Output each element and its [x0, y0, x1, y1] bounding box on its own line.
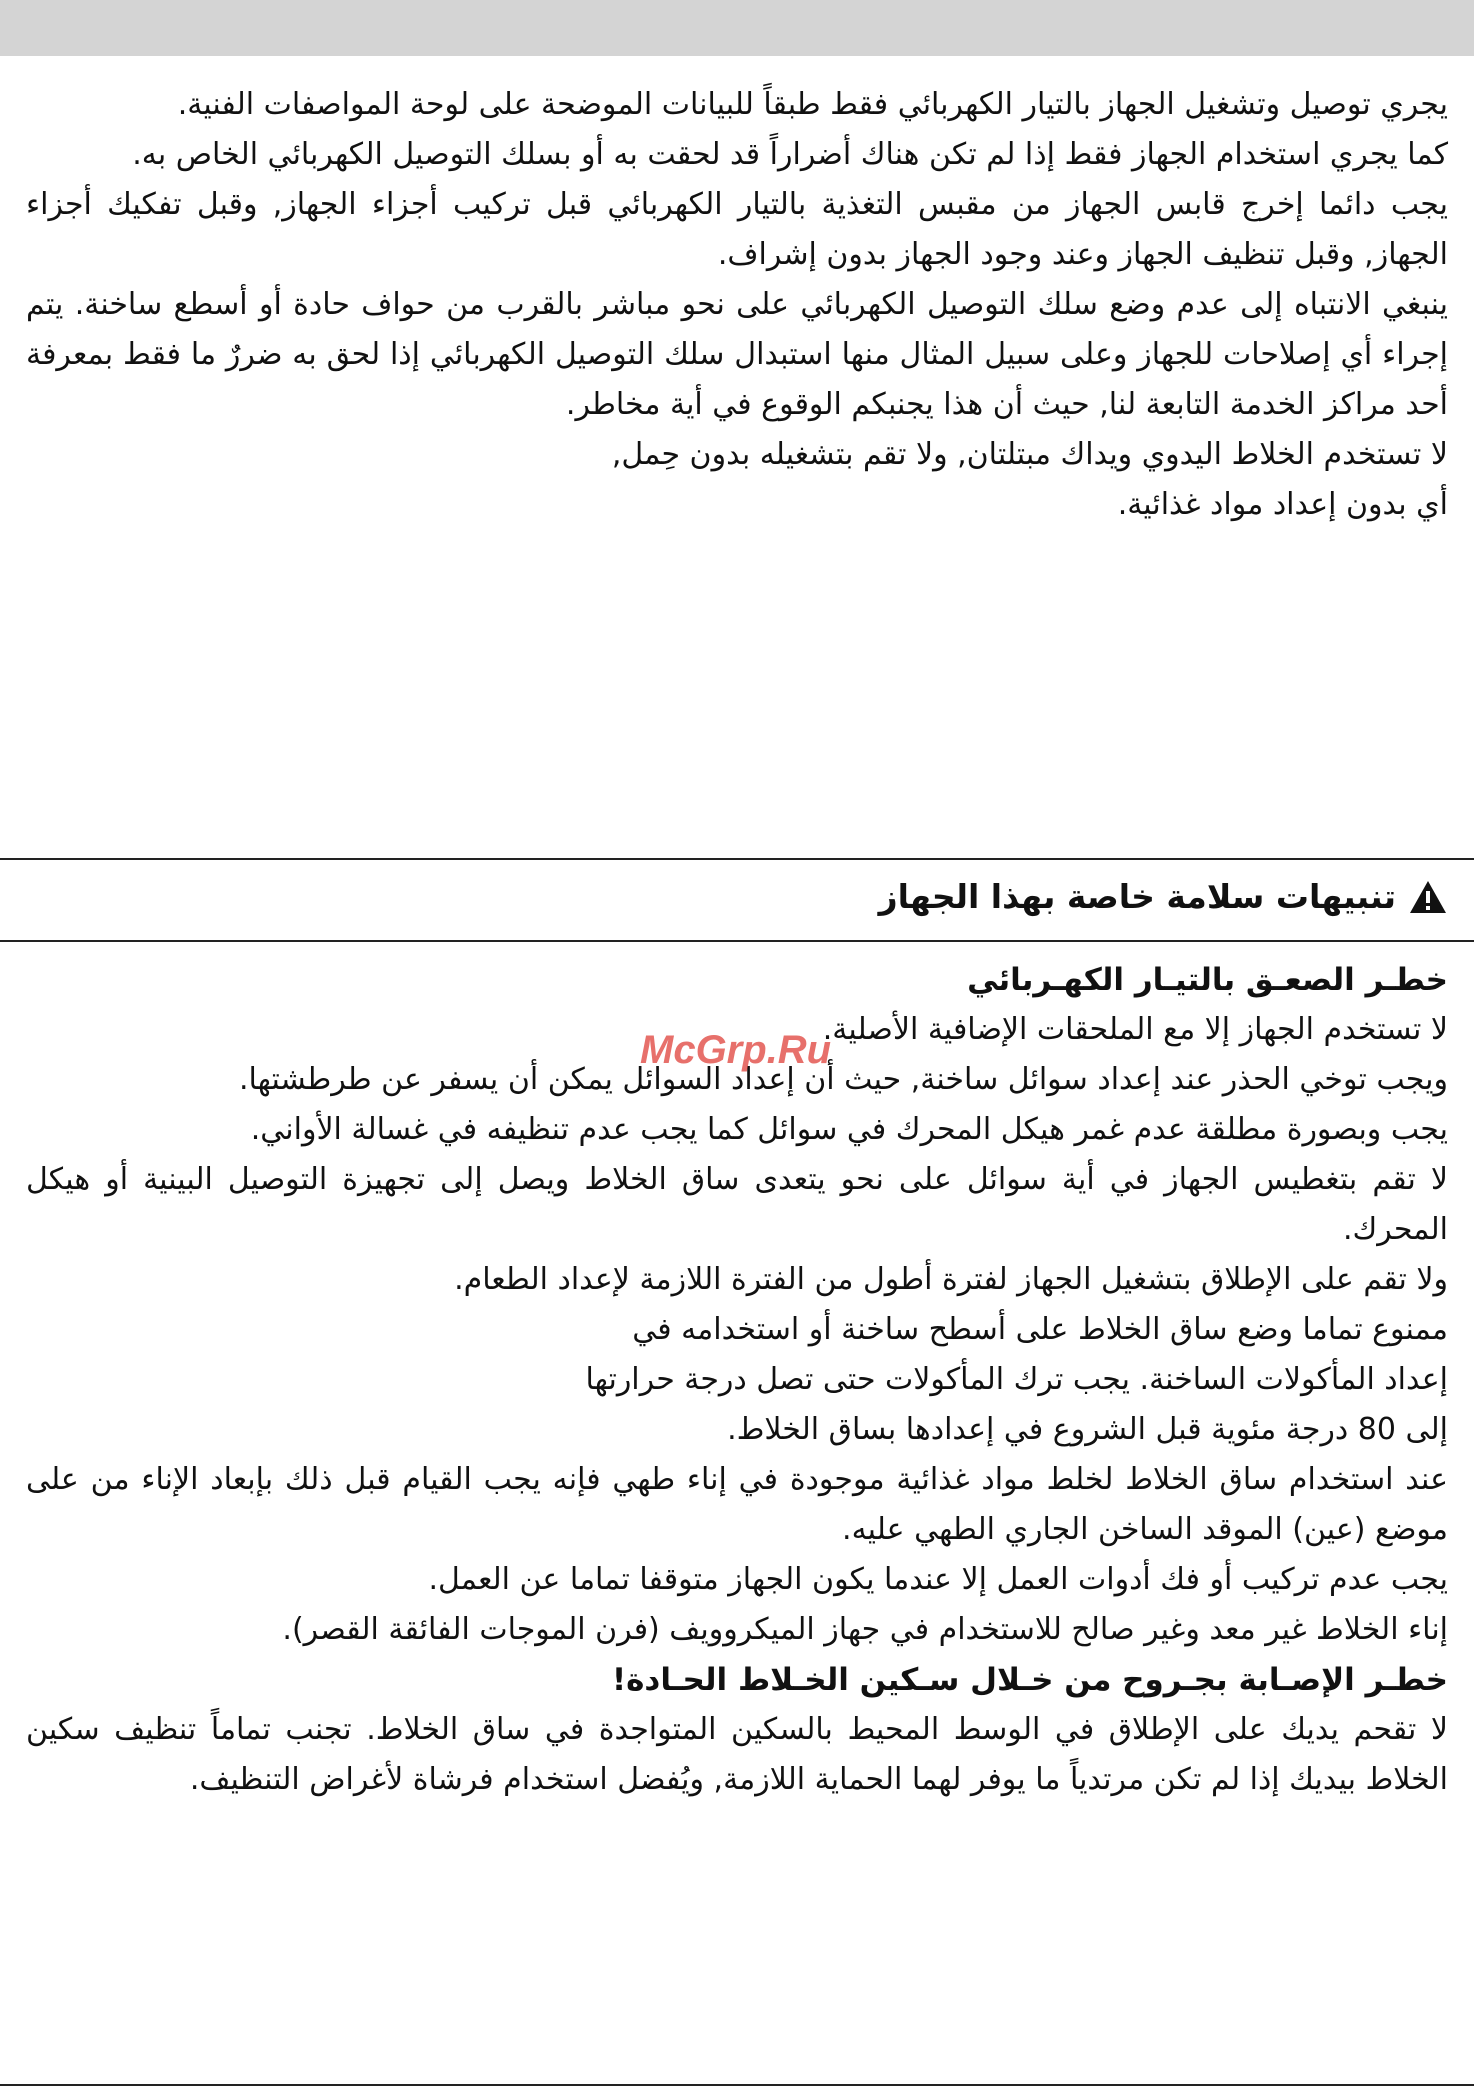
- body-paragraph: ويجب توخي الحذر عند إعداد سوائل ساخنة, حيث أن إعداد السوائل يمكن أن يسفر عن طرطشتها.: [239, 1062, 1448, 1097]
- body-paragraph: لا تقحم يديك على الإطلاق في الوسط المحيط بالسكين المتواجدة في ساق الخلاط. تجنب تماماً تنظيف سكين الخلاط بيديك إذا لم تكن مرتدياً ما يوفر لهما الحماية اللازمة, ويُفضل استخدام فرشاة لأغراض التنظيف.: [26, 1712, 1448, 1797]
- body-paragraph: إلى 80 درجة مئوية قبل الشروع في إعدادها بساق الخلاط.: [727, 1412, 1448, 1447]
- intro-paragraph: أي بدون إعداد مواد غذائية.: [1117, 487, 1448, 522]
- body-paragraph: إعداد المأكولات الساخنة. يجب ترك المأكولات حتى تصل درجة حرارتها: [585, 1362, 1448, 1397]
- body-paragraph: يجب وبصورة مطلقة عدم غمر هيكل المحرك في سوائل كما يجب عدم تنظيفه في غسالة الأواني.: [250, 1112, 1448, 1147]
- heading-knife-injury: خطـر الإصـابة بجـروح من خـلال سـكين الخـلاط الحـادة!: [611, 1662, 1448, 1698]
- intro-paragraph: كما يجري استخدام الجهاز فقط إذا لم تكن هناك أضراراً قد لحقت به أو بسلك التوصيل الكهربائي الخاص به.: [132, 137, 1448, 172]
- divider-top: [0, 858, 1474, 860]
- intro-paragraph: ينبغي الانتباه إلى عدم وضع سلك التوصيل الكهربائي على نحو مباشر بالقرب من حواف حادة أو أسطع ساخنة. يتم إجراء أي إصلاحات للجهاز وعلى سبيل المثال منها استبدال سلك التوصيل الكهربائي إذا لحق به ضررٌ ما فقط بمعرفة أحد مراكز الخدمة التابعة لنا, حيث أن هذا يجنبكم الوقوع في أية مخاطر.: [26, 287, 1448, 422]
- divider-middle: [0, 940, 1474, 942]
- body-paragraph: ولا تقم على الإطلاق بتشغيل الجهاز لفترة أطول من الفترة اللازمة لإعداد الطعام.: [454, 1262, 1448, 1297]
- section-header: [0, 872, 1448, 922]
- body-paragraph: لا تقم بتغطيس الجهاز في أية سوائل على نحو يتعدى ساق الخلاط ويصل إلى تجهيزة التوصيل البينية أو هيكل المحرك.: [26, 1162, 1448, 1247]
- warning-triangle-icon: [1408, 879, 1448, 915]
- section-title: تنبيهات سلامة خاصة بهذا الجهاز: [878, 877, 1396, 916]
- intro-paragraph: يجري توصيل وتشغيل الجهاز بالتيار الكهربائي فقط طبقاً للبيانات الموضحة على لوحة المواصفات الفنية.: [177, 87, 1448, 122]
- body-paragraph: إناء الخلاط غير معد وغير صالح للاستخدام في جهاز الميكروويف (فرن الموجات الفائقة القصر).: [282, 1612, 1448, 1647]
- body-paragraph: يجب عدم تركيب أو فك أدوات العمل إلا عندما يكون الجهاز متوقفا تماما عن العمل.: [428, 1562, 1448, 1597]
- intro-paragraph: يجب دائما إخرج قابس الجهاز من مقبس التغذية بالتيار الكهربائي قبل تركيب أجزاء الجهاز, وقبل تفكيك أجزاء الجهاز, وقبل تنظيف الجهاز وعند وجود الجهاز بدون إشراف.: [26, 187, 1448, 272]
- watermark: McGrp.Ru: [640, 1028, 832, 1072]
- intro-paragraph: لا تستخدم الخلاط اليدوي ويداك مبتلتان, ولا تقم بتشغيله بدون حِمل,: [611, 437, 1448, 472]
- heading-electric-shock: خطـر الصعـق بالتيـار الكهـربائي: [967, 962, 1448, 998]
- body-paragraph: عند استخدام ساق الخلاط لخلط مواد غذائية موجودة في إناء طهي فإنه يجب القيام قبل ذلك بإبعاد الإناء من على موضع (عين) الموقد الساخن الجاري الطهي عليه.: [26, 1462, 1448, 1547]
- body-section: [0, 955, 1474, 1805]
- intro-section: [0, 80, 1474, 530]
- body-paragraph: ممنوع تماما وضع ساق الخلاط على أسطح ساخنة أو استخدامه في: [632, 1312, 1448, 1347]
- body-paragraph: لا تستخدم الجهاز إلا مع الملحقات الإضافية الأصلية.: [822, 1012, 1448, 1047]
- divider-bottom: [0, 2084, 1474, 2086]
- header-band: [0, 0, 1474, 56]
